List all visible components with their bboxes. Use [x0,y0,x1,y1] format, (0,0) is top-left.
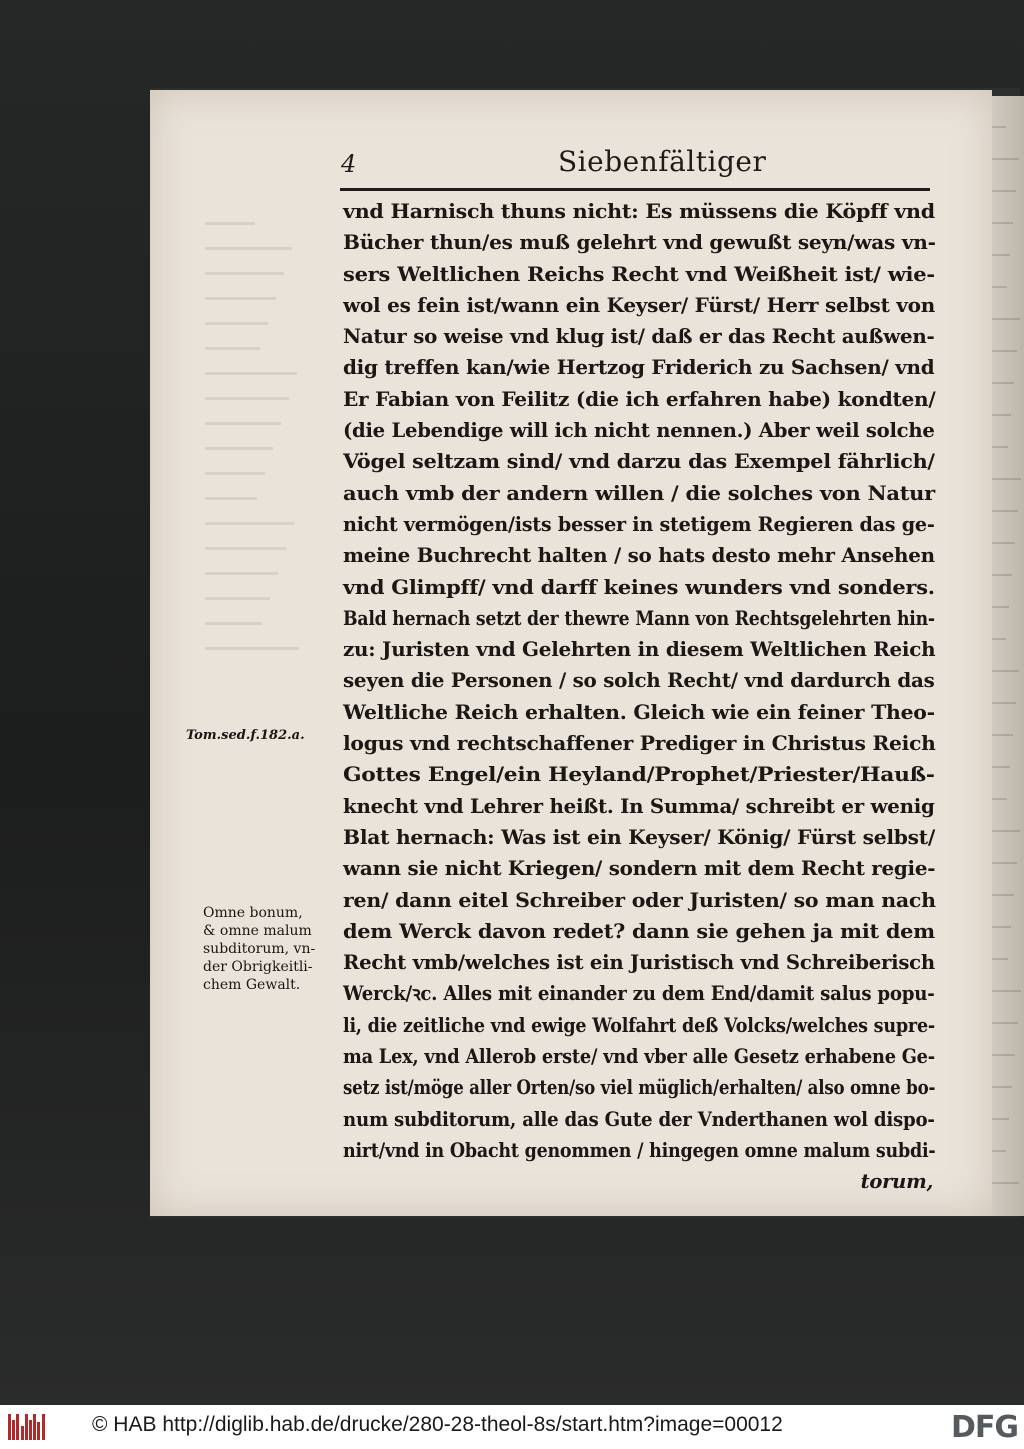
margin-note [203,904,343,994]
hab-logo-icon [8,1414,46,1440]
text-line: Natur so weise vnd klug ist/ daß er das Recht außwen- [343,325,935,349]
body-text [343,196,943,1198]
text-line: ma Lex, vnd Allerob erste/ vnd vber alle Gesetz erhabene Ge- [343,1045,935,1069]
text-line: torum, [860,1170,933,1194]
text-line: dig treffen kan/wie Hertzog Friderich zu Sachsen/ vnd [343,356,935,380]
text-line: meine Buchrecht halten / so hats desto mehr Ansehen [343,544,935,568]
text-line: Bücher thun/es muß gelehrt vnd gewußt seyn/was vn- [343,231,936,255]
text-line: nicht vermögen/ists besser in stetigem Regieren das ge- [343,512,935,536]
text-line: setz ist/möge aller Orten/so viel müglich/erhalten/ also omne bo- [343,1076,936,1100]
margin-note-line: chem Gewalt. [203,977,301,993]
text-line: dem Werck davon redet? dann sie gehen ja mit dem [343,919,935,943]
text-line: num subditorum, alle das Gute der Vnderthanen wol dispo- [343,1107,935,1131]
text-line: Bald hernach setzt der thewre Mann von Rechtsgelehrten hin- [343,606,935,630]
page-number: 4 [341,150,357,178]
text-line: ren/ dann eitel Schreiber oder Juristen/ so man nach [343,888,936,912]
footer-bar [0,1405,1024,1449]
text-line: Weltliche Reich erhalten. Gleich wie ein feiner Theo- [343,700,935,724]
text-line: (die Lebendige will ich nicht nennen.) Aber weil solche [343,419,935,443]
text-line: wol es fein ist/wann ein Keyser/ Fürst/ Herr selbst von [343,293,936,317]
text-line: li, die zeitliche vnd ewige Wolfahrt deß Volcks/welches supre- [343,1013,935,1037]
dfg-logo: DFG [950,1410,1018,1445]
bleed-through-text [205,200,300,670]
text-line: Blat hernach: Was ist ein Keyser/ König/ Fürst selbst/ [343,825,935,849]
text-line: logus vnd rechtschaffener Prediger in Christus Reich [343,732,936,756]
text-line: seyen die Personen / so solch Recht/ vnd dardurch das [343,669,935,693]
text-line: Werck/ꝛc. Alles mit einander zu dem End/damit salus popu- [343,982,935,1006]
margin-note-line: & omne malum [203,923,312,939]
running-head: Siebenfältiger [558,145,767,178]
margin-reference: Tom.sed.f.182.a. [186,728,305,743]
text-line: zu: Juristen vnd Gelehrten in diesem Weltlichen Reich [343,638,936,662]
margin-note-line: der Obrigkeitli- [203,959,313,975]
text-line: Gottes Engel/ein Heyland/Prophet/Priester/Hauß- [343,763,935,787]
text-line: auch vmb der andern willen / die solches von Natur [343,481,935,505]
text-line: Er Fabian von Feilitz (die ich erfahren habe) kondten/ [343,387,936,411]
margin-note-line: Omne bonum, [203,905,303,921]
text-line: knecht vnd Lehrer heißt. In Summa/ schreibt er wenig [343,794,935,818]
text-line: vnd Harnisch thuns nicht: Es müssens die Köpff vnd [343,200,935,223]
margin-note-line: subditorum, vn- [203,941,316,957]
text-line: sers Weltlichen Reichs Recht vnd Weißheit ist/ wie- [343,262,935,286]
text-line: vnd Glimpff/ vnd darff keines wunders vnd sonders. [343,575,935,599]
text-line: wann sie nicht Kriegen/ sondern mit dem Recht regie- [343,857,936,881]
text-line: Recht vmb/welches ist ein Juristisch vnd Schreiberisch [343,951,935,975]
header-rule [340,188,930,191]
text-line: Vögel seltzam sind/ vnd darzu das Exempel fährlich/ [343,450,935,474]
copyright-text: © HAB http://diglib.hab.de/drucke/280-28-theol-8s/start.htm?image=00012 [92,1413,783,1436]
text-line: nirt/vnd in Obacht genommen / hingegen omne malum subdi- [343,1138,936,1162]
